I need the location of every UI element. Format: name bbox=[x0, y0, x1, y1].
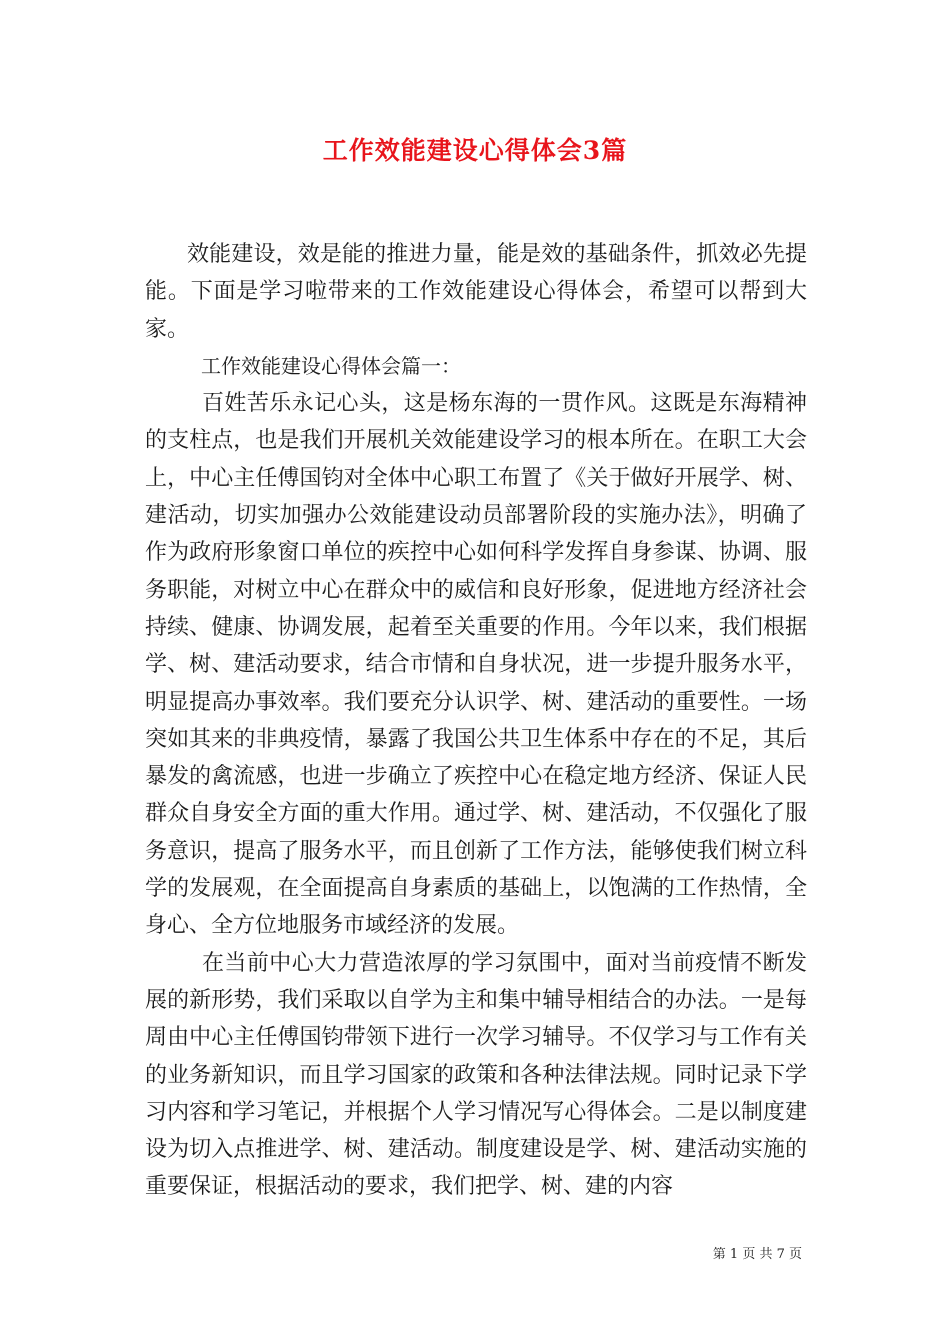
document-body bbox=[145, 236, 807, 1206]
body-paragraph: 在当前中心大力营造浓厚的学习氛围中，面对当前疫情不断发展的新形势，我们采取以自学为主和集中辅导相结合的办法。一是每周由中心主任傅国钧带领下进行一次学习辅导。不仅学习与工作有关的业务新知识，而且学习国家的政策和各种法律法规。同时记录下学习内容和学习笔记，并根据个人学习情况写心得体会。二是以制度建设为切入点推进学、树、建活动。制度建设是学、树、建活动实施的重要保证，根据活动的要求，我们把学、树、建的内容 bbox=[145, 950, 807, 1200]
document-title: 工作效能建设心得体会3篇 bbox=[322, 136, 628, 165]
section-heading: 工作效能建设心得体会篇一： bbox=[201, 353, 461, 378]
page-number: 第 1 页 共 7 页 bbox=[712, 1247, 802, 1262]
body-paragraph: 百姓苦乐永记心头，这是杨东海的一贯作风。这既是东海精神的支柱点，也是我们开展机关效能建设学习的根本所在。在职工大会上，中心主任傅国钧对全体中心职工布置了《关于做好开展学、树、建活动，切实加强办公效能建设动员部署阶段的实施办法》，明确了作为政府形象窗口单位的疾控中心如何科学发挥自身参谋、协调、服务职能，对树立中心在群众中的威信和良好形象，促进地方经济社会持续、健康、协调发展，起着至关重要的作用。今年以来，我们根据学、树、建活动要求，结合市情和自身状况，进一步提升服务水平，明显提高办事效率。我们要充分认识学、树、建活动的重要性。一场突如其来的非典疫情，暴露了我国公共卫生体系中存在的不足，其后暴发的禽流感，也进一步确立了疾控中心在稳定地方经济、保证人民群众自身安全方面的重大作用。通过学、树、建活动，不仅强化了服务意识，提高了服务水平，而且创新了工作方法，能够使我们树立科学的发展观，在全面提高自身素质的基础上，以饱满的工作热情，全身心、全方位地服务市域经济的发展。 bbox=[145, 391, 807, 939]
intro-paragraph: 效能建设，效是能的推进力量，能是效的基础条件，抓效必先提能。下面是学习啦带来的工作效能建设心得体会，希望可以帮到大家。 bbox=[145, 242, 807, 342]
